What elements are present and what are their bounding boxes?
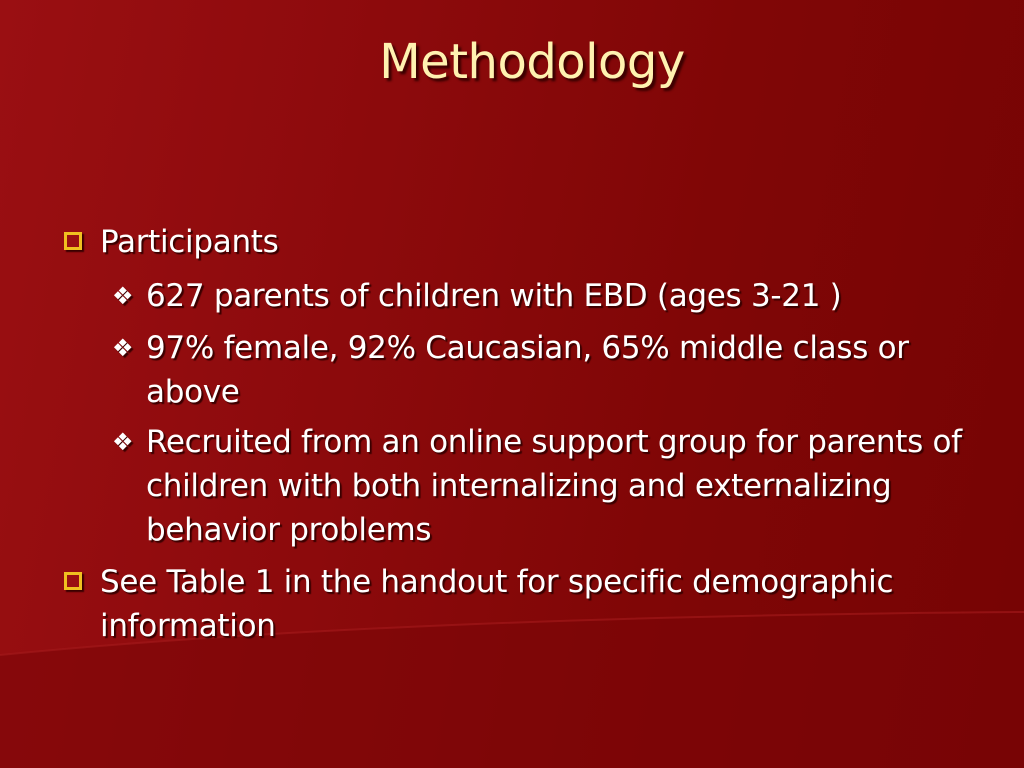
box-bullet-icon: [64, 232, 82, 250]
bullet-table-reference: [62, 560, 982, 648]
bullet-text: Participants: [100, 224, 279, 260]
bullet-text: See Table 1 in the handout for specific demographic information: [100, 564, 894, 644]
diamond-bullet-icon: ❖: [112, 282, 134, 310]
sub-bullet-recruitment: [112, 420, 982, 552]
slide-title: Methodology: [379, 34, 685, 90]
sub-bullet-text: 97% female, 92% Caucasian, 65% middle class or above: [146, 330, 909, 410]
bullet-participants: [62, 220, 982, 264]
sub-bullet-text: Recruited from an online support group for parents of children with both internalizing and externalizing behavior problems: [146, 424, 962, 548]
sub-bullet-text: 627 parents of children with EBD (ages 3-21 ): [146, 278, 842, 314]
diamond-bullet-icon: ❖: [112, 428, 134, 456]
box-bullet-icon: [64, 572, 82, 590]
sub-bullet-demographics: [112, 326, 982, 414]
sub-bullet-parents-count: [112, 274, 982, 318]
diamond-bullet-icon: ❖: [112, 334, 134, 362]
